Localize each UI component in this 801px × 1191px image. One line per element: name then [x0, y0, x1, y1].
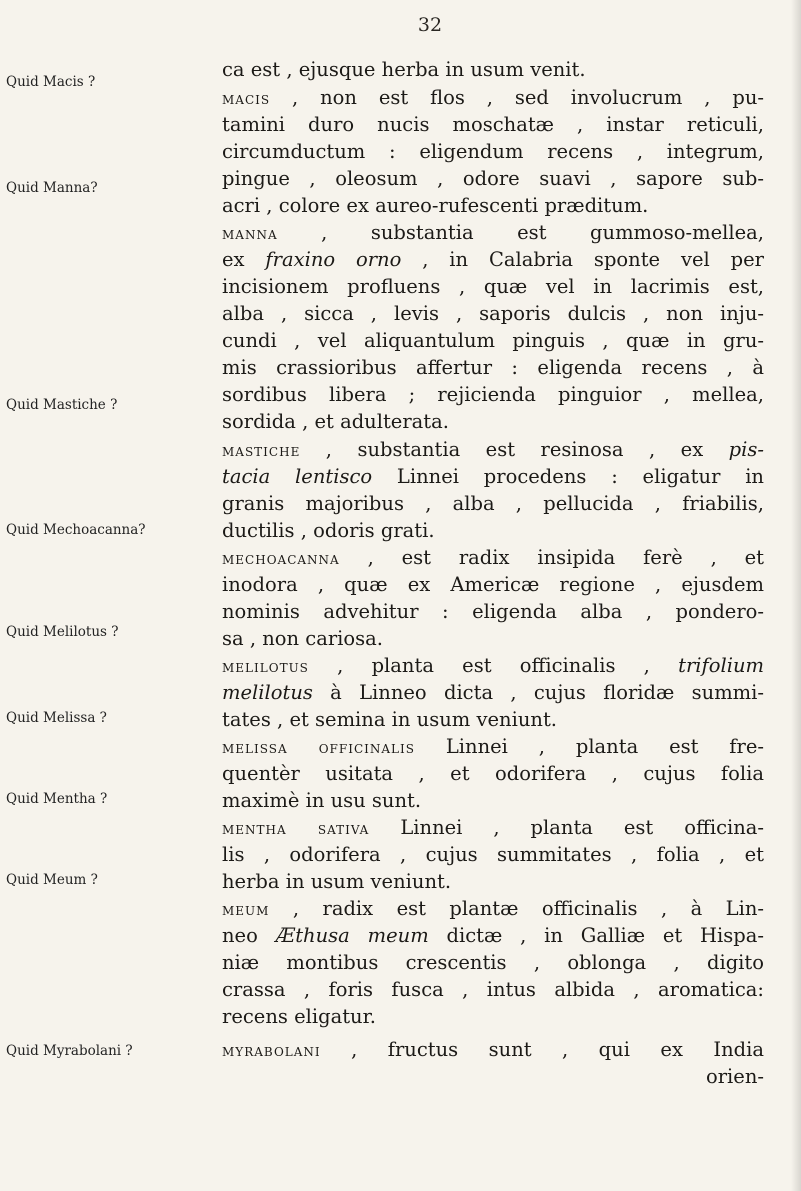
- margin-note-mechoacanna: Quid Mechoacanna?: [6, 522, 146, 538]
- text-line: myrabolani , fructus sunt , qui ex India: [222, 1038, 764, 1061]
- entry-term: myrabolani: [222, 1041, 321, 1061]
- entry-term: mentha sativa: [222, 819, 370, 839]
- entry-term: melissa officinalis: [222, 738, 415, 758]
- text-line: quentèr usitata , et odorifera , cujus folia: [222, 762, 764, 785]
- text-line: sa , non cariosa.: [222, 627, 383, 650]
- text-line: recens eligatur.: [222, 1005, 376, 1028]
- margin-note-melissa: Quid Melissa ?: [6, 710, 107, 726]
- text-line: incisionem profluens , quæ vel in lacrimis est,: [222, 275, 764, 298]
- text-line: melilotus , planta est officinalis , trifolium: [222, 654, 764, 677]
- text-line: mechoacanna , est radix insipida ferè , et: [222, 546, 764, 569]
- text-line: tates , et semina in usum veniunt.: [222, 708, 557, 731]
- text-line: ductilis , odoris grati.: [222, 519, 435, 542]
- text-line: crassa , foris fusca , intus albida , aromatica:: [222, 978, 764, 1001]
- text-line: neo Æthusa meum dictæ , in Galliæ et Hispa-: [222, 924, 764, 947]
- text-line: niæ montibus crescentis , oblonga , digito: [222, 951, 764, 974]
- text-line: tamini duro nucis moschatæ , instar reticuli,: [222, 113, 764, 136]
- text-line: lis , odorifera , cujus summitates , folia , et: [222, 843, 764, 866]
- margin-note-melilotus: Quid Melilotus ?: [6, 624, 119, 640]
- entry-term: melilotus: [222, 657, 309, 677]
- entry-term: manna: [222, 224, 278, 244]
- text-line: cundi , vel aliquantulum pinguis , quæ in gru-: [222, 329, 764, 352]
- entry-term: mechoacanna: [222, 549, 340, 569]
- text-line: tacia lentisco Linnei procedens : eligatur in: [222, 465, 764, 488]
- text-line: alba , sicca , levis , saporis dulcis , non inju-: [222, 302, 764, 325]
- margin-note-macis: Quid Macis ?: [6, 74, 96, 90]
- text-line: mentha sativa Linnei , planta est officina-: [222, 816, 764, 839]
- text-line: macis , non est flos , sed involucrum , pu-: [222, 86, 764, 109]
- entry-term: macis: [222, 89, 271, 109]
- text-line: sordibus libera ; rejicienda pinguior , mellea,: [222, 383, 764, 406]
- margin-note-mastiche: Quid Mastiche ?: [6, 397, 118, 413]
- text-line: sordida , et adulterata.: [222, 410, 449, 433]
- text-line: herba in usum veniunt.: [222, 870, 452, 893]
- text-line: melissa officinalis Linnei , planta est fre-: [222, 735, 764, 758]
- entry-term: meum: [222, 900, 270, 920]
- margin-note-mentha: Quid Mentha ?: [6, 791, 108, 807]
- text-line: mastiche , substantia est resinosa , ex pis-: [222, 438, 764, 461]
- margin-note-meum: Quid Meum ?: [6, 872, 98, 888]
- page-edge-shadow: [791, 0, 801, 1191]
- text-line: ca est , ejusque herba in usum venit.: [222, 58, 586, 81]
- text-line: pingue , oleosum , odore suavi , sapore sub-: [222, 167, 764, 190]
- page-number: 32: [417, 14, 443, 36]
- text-line: granis majoribus , alba , pellucida , friabilis,: [222, 492, 764, 515]
- text-line: inodora , quæ ex Americæ regione , ejusdem: [222, 573, 764, 596]
- entry-term: mastiche: [222, 441, 301, 461]
- text-line: mis crassioribus affertur : eligenda recens , à: [222, 356, 764, 379]
- text-line: acri , colore ex aureo-rufescenti præditum.: [222, 194, 649, 217]
- margin-note-myrabolani: Quid Myrabolani ?: [6, 1043, 133, 1059]
- text-line: manna , substantia est gummoso-mellea,: [222, 221, 764, 244]
- text-line: ex fraxino orno , in Calabria sponte vel per: [222, 248, 764, 271]
- catchword: orien-: [706, 1065, 764, 1088]
- text-line: meum , radix est plantæ officinalis , à Lin-: [222, 897, 764, 920]
- text-line: circumductum : eligendum recens , integrum,: [222, 140, 764, 163]
- text-line: maximè in usu sunt.: [222, 789, 422, 812]
- text-line: nominis advehitur : eligenda alba , pondero-: [222, 600, 764, 623]
- text-line: melilotus à Linneo dicta , cujus floridæ summi-: [222, 681, 764, 704]
- margin-note-manna: Quid Manna?: [6, 180, 98, 196]
